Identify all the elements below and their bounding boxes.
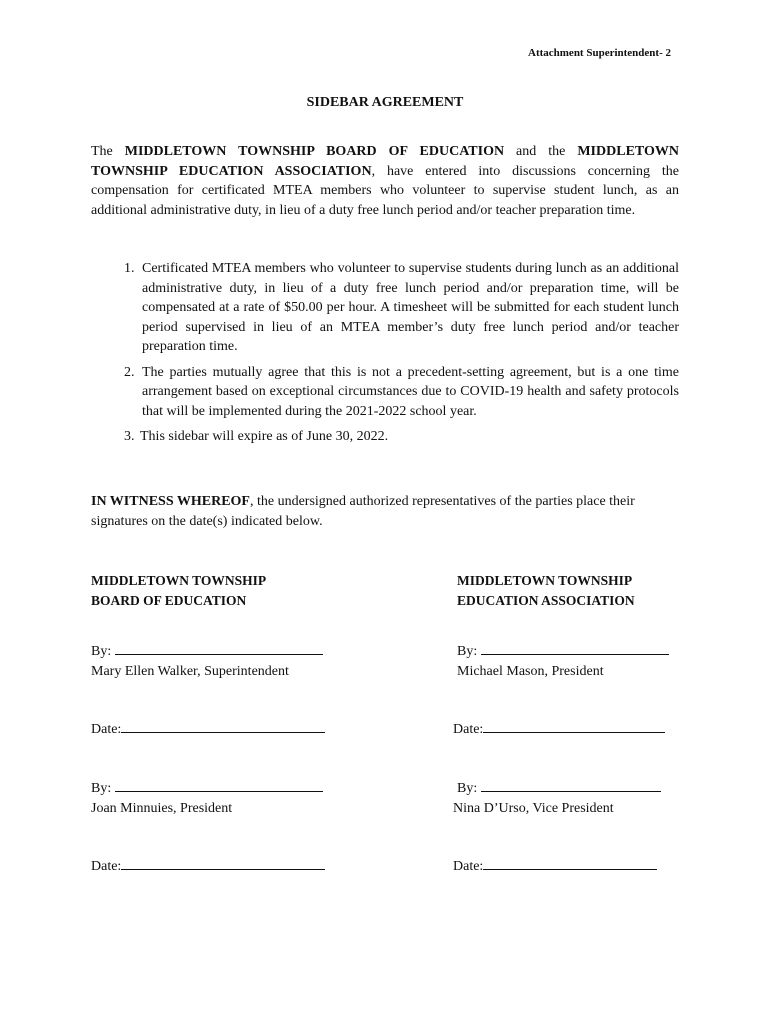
by-label: By: (91, 644, 115, 659)
association-signature-1 (457, 640, 669, 681)
agreement-item (124, 259, 679, 357)
signer-name: Joan Minnuies, President (91, 800, 233, 816)
date-label: Date: (453, 859, 484, 874)
party-line: BOARD OF EDUCATION (91, 593, 247, 608)
party-line: MIDDLETOWN TOWNSHIP (91, 573, 267, 588)
party-line: EDUCATION ASSOCIATION (457, 593, 635, 608)
intro-text-2: and the (504, 144, 578, 159)
intro-text-3: , have entered into discussions concerning the compensation for certificated MTEA members who volunteer to supervise student lunch, as an additional administrative duty, in lieu of a duty free lunch period and/or teacher preparation time. (91, 163, 680, 218)
signature-line (115, 640, 323, 655)
by-label: By: (457, 781, 481, 796)
association-date-2 (453, 855, 657, 877)
signature-line (481, 777, 661, 792)
board-party-heading (91, 571, 266, 611)
item-number: 3. (124, 429, 135, 444)
signature-line (481, 640, 669, 655)
date-label: Date: (91, 722, 122, 737)
agreement-item (124, 427, 679, 447)
board-name: MIDDLETOWN TOWNSHIP BOARD OF EDUCATION (124, 144, 505, 159)
board-signature-1 (91, 640, 323, 681)
witness-heading: IN WITNESS WHEREOF (91, 494, 250, 509)
association-signature-2 (453, 777, 661, 818)
signature-line (115, 777, 323, 792)
attachment-label: Attachment Superintendent- 2 (528, 47, 671, 59)
item-number: 1. (124, 261, 135, 276)
date-line (483, 855, 657, 870)
date-label: Date: (453, 722, 484, 737)
signer-name: Nina D’Urso, Vice President (453, 800, 614, 816)
item-text: Certificated MTEA members who volunteer to supervise students during lunch as an additional administrative duty, in lieu of a duty free lunch period and/or preparation time, will be compensated at a rate of $50.00 per hour. A timesheet will be submitted for each student lunch period supervised in lieu of an MTEA member’s duty free lunch period and/or teacher preparation time. (142, 261, 679, 354)
signer-name: Mary Ellen Walker, Superintendent (91, 663, 289, 679)
intro-paragraph (91, 142, 679, 220)
date-line (483, 718, 665, 733)
date-line (121, 718, 325, 733)
by-label: By: (457, 644, 481, 659)
witness-text: , the undersigned authorized representatives of the parties place their signatures on the date(s) indicated below. (91, 494, 635, 529)
board-signature-2 (91, 777, 323, 818)
witness-paragraph (91, 492, 679, 531)
item-number: 2. (124, 364, 135, 380)
signer-name: Michael Mason, President (457, 663, 604, 679)
intro-text-1: The (91, 144, 125, 159)
board-date-1 (91, 718, 325, 740)
board-date-2 (91, 855, 325, 877)
agreement-items (124, 259, 679, 453)
association-name: MIDDLETOWN TOWNSHIP EDUCATION ASSOCIATION (91, 144, 679, 179)
association-party-heading (457, 571, 635, 611)
item-text: The parties mutually agree that this is not a precedent-setting agreement, but is a one time arrangement based on exceptional circumstances due to COVID-19 health and safety protocols that will be implemented during the 2021-2022 school year. (142, 364, 679, 419)
party-line: MIDDLETOWN TOWNSHIP (457, 573, 633, 588)
date-line (121, 855, 325, 870)
by-label: By: (91, 781, 115, 796)
agreement-item (124, 363, 679, 422)
association-date-1 (453, 718, 665, 740)
item-text: This sidebar will expire as of June 30, 2022. (140, 429, 389, 444)
date-label: Date: (91, 859, 122, 874)
document-title: SIDEBAR AGREEMENT (306, 95, 464, 110)
